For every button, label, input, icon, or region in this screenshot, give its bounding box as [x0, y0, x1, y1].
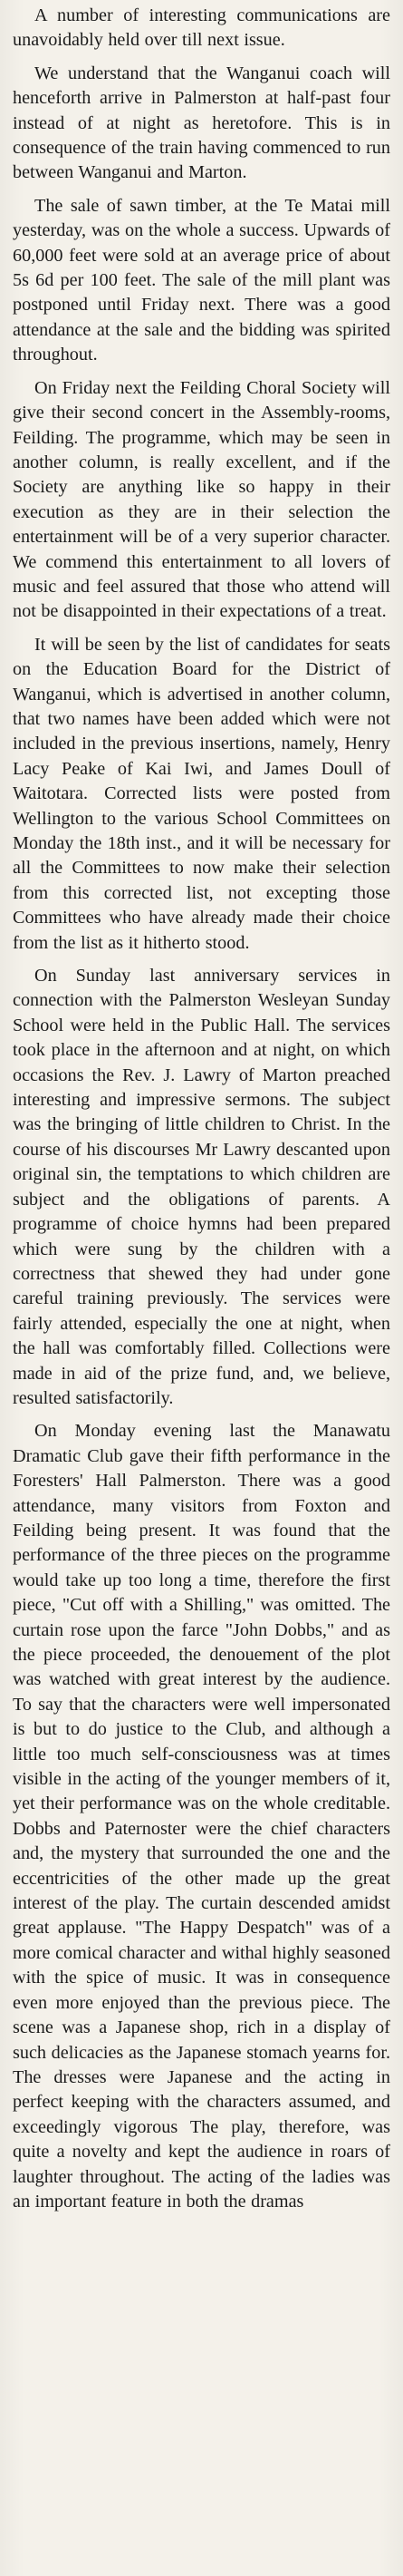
- paragraph-wesleyan-anniversary: On Sunday last anniversary services in connection with the Palmerston Wesleyan Sunday School were held in the Public Hall. The services took place in the afternoon and at night, on which occasions the Rev. J. Lawry of Marton preached interesting and impressive sermons. The subject was the bringing of little children to Christ. In the course of his discourses Mr Lawry descanted upon original sin, the temptations to which children are subject and the obligations of parents. A programme of choice hymns had been prepared which were sung by the children with a correctness that shewed they had under gone careful training previously. The services were fairly attended, especially the one at night, when the hall was comfortably filled. Collections were made in aid of the prize fund, and, we believe, resulted satisfactorily.: [13, 966, 390, 1408]
- paragraph-held-over-notice: A number of interesting communications are unavoidably held over till next issue.: [13, 5, 390, 51]
- paragraph-wanganui-coach: We understand that the Wanganui coach will henceforth arrive in Palmerston at half-past four instead of at night as heretofore. This is in consequence of the train having commenced to run between Wanganui and Marton.: [13, 63, 390, 183]
- paragraph-dramatic-club: On Monday evening last the Manawatu Dramatic Club gave their fifth performance in the Foresters' Hall Palmerston. There was a good attendance, many visitors from Foxton and Feilding being present. It was found that the performance of the three pieces on the programme would take up too long a time, therefore the first piece, "Cut off with a Shilling," was omitted. The curtain rose upon the farce "John Dobbs," and as the piece proceeded, the denouement of the plot was watched with great interest by the audience. To say that the characters were well impersonated is but to do justice to the Club, and although a little too much self-consciousness was at times visible in the acting of the younger members of it, yet their performance was on the whole creditable. Dobbs and Paternoster were the chief characters and, the mystery that surrounded the one and the eccentricities of the other made up the great interest of the play. The curtain descended amidst great applause. "The Happy Despatch" was of a more comical character and withal highly seasoned with the spice of music. It was in consequence even more enjoyed than the previous piece. The scene was a Japanese shop, rich in a display of such delicacies as the Japanese stomach yearns for. The dresses were Japanese and the acting in perfect keeping with the characters assumed, and exceedingly vigorous The play, therefore, was quite a novelty and kept the audience in roars of laughter throughout. The acting of the ladies was an important feature in both the dramas: [13, 1421, 390, 2211]
- paragraph-choral-society: On Friday next the Feilding Choral Society will give their second concert in the Assembly-rooms, Feilding. The programme, which may be seen in another column, is really excellent, and if the Society are anything like so happy in their execution as they are in their selection the entertainment will be of a very superior character. We commend this entertainment to all lovers of music and feel assured that those who attend will not be disappointed in their expectations of a treat.: [13, 377, 390, 622]
- paragraph-education-board: It will be seen by the list of candidates for seats on the Education Board for the District of Wanganui, which is advertised in another column, that two names have been added which were not included in the previous insertions, namely, Henry Lacy Peake of Kai Iwi, and James Doull of Waitotara. Corrected lists were posted from Wellington to the various School Committees on Monday the 18th inst., and it will be necessary for all the Committees to now make their selection from this corrected list, not excepting those Committees who have already made their choice from the list as it hitherto stood.: [13, 634, 390, 953]
- paragraph-timber-sale: The sale of sawn timber, at the Te Matai mill yesterday, was on the whole a success. Upwards of 60,000 feet were sold at an average price of about 5s 6d per 100 feet. The sale of the mill plant was postponed until Friday next. There was a good attendance at the sale and the bidding was spirited throughout.: [13, 195, 390, 365]
